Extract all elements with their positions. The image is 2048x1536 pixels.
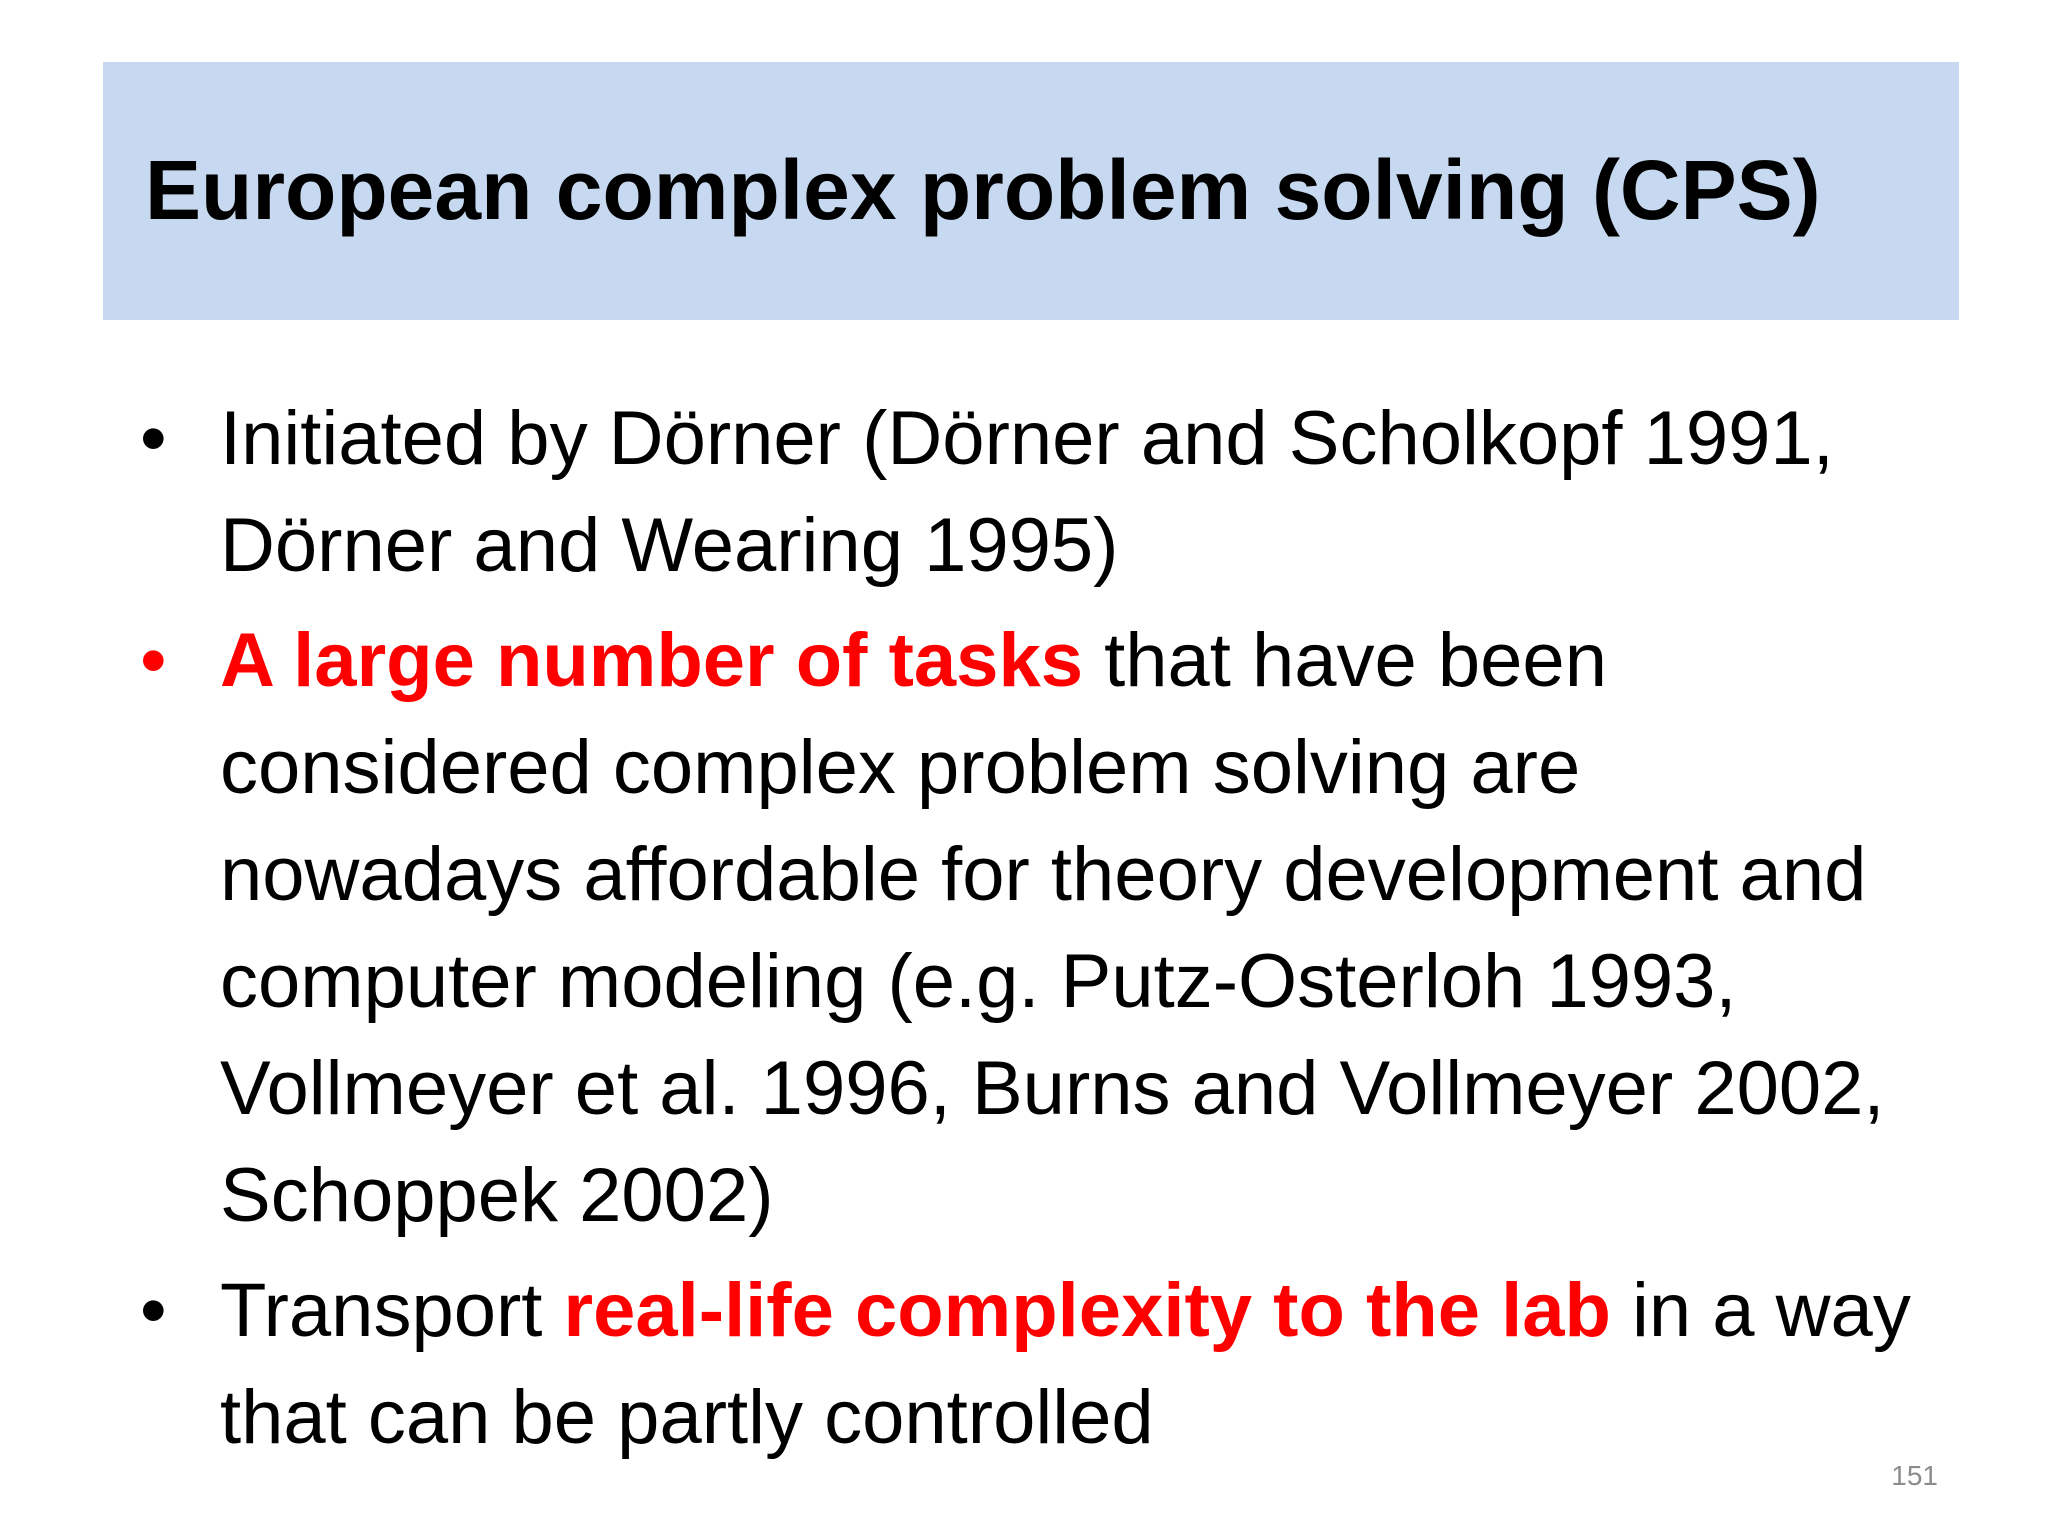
bullet-text: in a way that can be partly controlled bbox=[220, 1268, 1911, 1460]
bullet-list bbox=[140, 385, 1920, 1471]
slide-title: European complex problem solving (CPS) bbox=[145, 143, 1821, 237]
bullet-text: that have been considered complex problem solving are nowadays affordable for theory development and computer modeling (e.g. Putz-Osterloh 1993, Vollmeyer et al. 1996, Burns and Vollmeyer 2002, Schoppek 2002) bbox=[220, 618, 1885, 1238]
bullet-item-large-number bbox=[140, 607, 1920, 1249]
bullet-item-initiated bbox=[140, 385, 1920, 599]
bullet-text: Initiated by Dörner (Dörner and Scholkopf 1991, Dörner and Wearing 1995) bbox=[220, 396, 1834, 588]
bullet-marker: • bbox=[140, 396, 167, 481]
bullet-text: Transport bbox=[220, 1268, 564, 1353]
page-number: 151 bbox=[1891, 1460, 1938, 1491]
bullet-emphasis-text: A large number of tasks bbox=[220, 618, 1083, 703]
bullet-item-transport bbox=[140, 1257, 1920, 1471]
bullet-marker: • bbox=[140, 618, 167, 703]
bullet-emphasis-text: real-life complexity to the lab bbox=[563, 1268, 1611, 1353]
bullet-marker: • bbox=[140, 1268, 167, 1353]
